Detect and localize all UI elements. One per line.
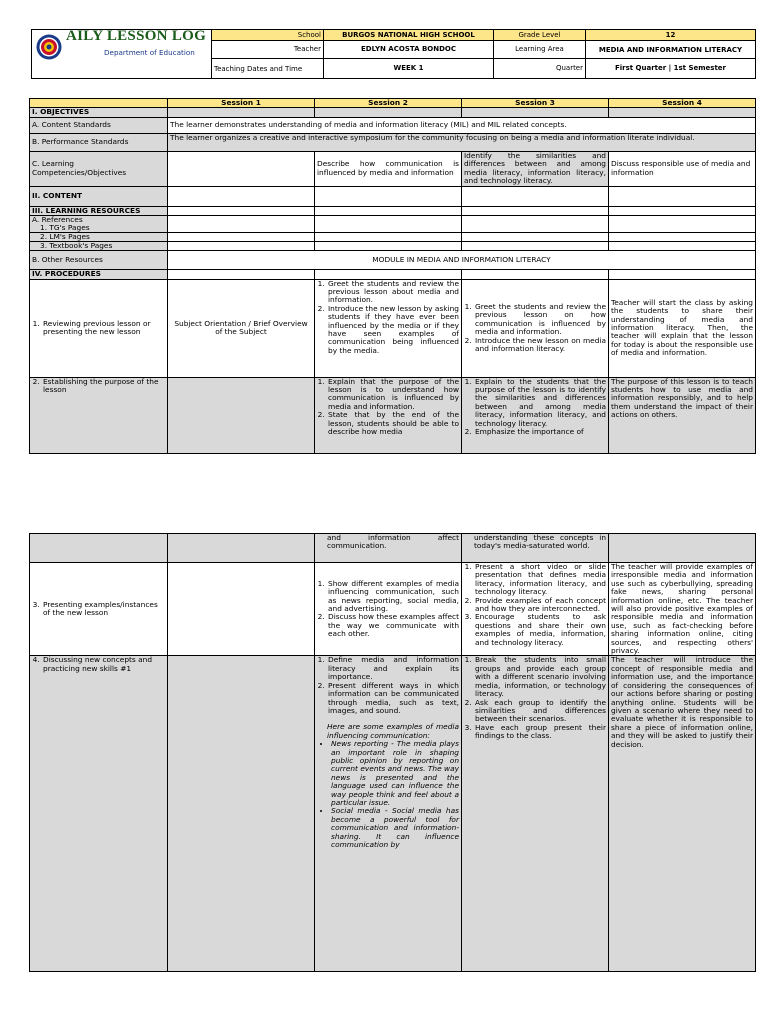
procedures-heading: IV. PROCEDURES: [30, 270, 168, 279]
lm-pages-row: [30, 233, 756, 242]
teacher-label: Teacher: [212, 41, 324, 59]
references-row: [30, 216, 756, 233]
quarter-label: Quarter: [494, 59, 586, 79]
session-2-header: Session 2: [315, 99, 462, 108]
competencies-row: [30, 151, 756, 186]
procedure-1-label: 1. Reviewing previous lesson or presenting the new lesson: [30, 279, 168, 377]
procedure-4-session-2: 1. Define media and information literacy and explain its importance. 2. Present different ways in which information can be communicated through media, such as text, images, and sound. Here are some examples of media influencing communication: • News reporting - The media plays an important role in shaping public opinion by reporting on current events and news. The way news is presented and the language used can influence the way people think and feel about a particular issue. • Social media - Social media has become a powerful tool for communication and information-sharing. It can influence communication by: [315, 656, 462, 972]
performance-standards-label: B. Performance Standards: [30, 133, 168, 151]
procedure-4-row: [30, 656, 756, 972]
other-resources-row: [30, 251, 756, 270]
procedure-2-session-2: 1. Explain that the purpose of the lesson is to understand how communication is influenced by media and information. 2. State that by the end of the lesson, students should be able to describe how media: [315, 377, 462, 453]
performance-standards-text: The learner organizes a creative and interactive symposium for the community focusing on being a media and information literate individual.: [168, 133, 756, 151]
references-label: A. References 1. TG's Pages: [30, 216, 168, 233]
resources-row: [30, 206, 756, 215]
school-value: BURGOS NATIONAL HIGH SCHOOL: [324, 30, 494, 41]
procedures-row: [30, 270, 756, 279]
continuation-session-3: understanding these concepts in today's media-saturated world.: [462, 534, 609, 563]
content-standards-row: [30, 117, 756, 133]
continuation-row: [30, 534, 756, 563]
logo-cell: [32, 30, 212, 79]
area-label: Learning Area: [494, 41, 586, 59]
session-header-row: [30, 99, 756, 108]
procedure-3-session-2: 1. Show different examples of media influencing communication, such as news reporting, social media, and advertising. 2. Discuss how these examples affect the way we communicate with each other.: [315, 563, 462, 656]
textbook-pages-row: [30, 242, 756, 251]
grade-label: Grade Level: [494, 30, 586, 41]
lesson-table-part1: [29, 98, 756, 454]
competencies-session-2: Describe how communication is influenced by media and information: [315, 151, 462, 186]
procedure-4-label: 4. Discussing new concepts and practicing new skills #1: [30, 656, 168, 972]
lesson-table-part2: [29, 533, 756, 972]
procedure-4-session-4: The teacher will introduce the concept of responsible media and information use, and the importance of considering the consequences of our actions before sharing or posting anything online. Students will be given a scenario where they need to evaluate whether it is responsible to share a piece of information online, and they will be asked to justify their decision.: [609, 656, 756, 972]
procedure-4-session-3: 1. Break the students into small groups and provide each group with a different scenario involving media, information, or technology literacy. 2. Ask each group to identify the similarities and differences between their scenarios. 3. Have each group present their findings to the class.: [462, 656, 609, 972]
procedure-2-row: [30, 377, 756, 453]
competencies-label: C. Learning Competencies/Objectives: [30, 151, 168, 186]
continuation-session-2: and information affect communication.: [315, 534, 462, 563]
content-standards-text: The learner demonstrates understanding of media and information literacy (MIL) and MIL related concepts.: [168, 117, 756, 133]
session-1-header: Session 1: [168, 99, 315, 108]
session-4-header: Session 4: [609, 99, 756, 108]
lm-pages-label: 2. LM's Pages: [30, 233, 168, 242]
week-value: WEEK 1: [324, 59, 494, 79]
session-3-header: Session 3: [462, 99, 609, 108]
teacher-value: EDLYN ACOSTA BONDOC: [324, 41, 494, 59]
area-value: MEDIA AND INFORMATION LITERACY: [586, 41, 756, 59]
procedure-2-session-3: 1. Explain to the students that the purpose of the lesson is to identify the similarities and differences between and among media literacy, information literacy, and technology literacy. 2. Emphasize the importance of: [462, 377, 609, 453]
dates-label: Teaching Dates and Time: [212, 59, 324, 79]
content-heading: II. CONTENT: [30, 186, 168, 206]
header-table: [31, 29, 756, 79]
content-row: [30, 186, 756, 206]
procedure-1-session-4: Teacher will start the class by asking the students to share their understanding of media and information literacy. Then, the teacher will explain that the lesson for today is about the responsible use of media and information.: [609, 279, 756, 377]
procedure-1-session-2: 1. Greet the students and review the previous lesson about media and information. 2. Introduce the new lesson by asking students if they have ever been influenced by the media or if they have seen examples of communication being influenced by the media.: [315, 279, 462, 377]
procedure-3-session-3: 1. Present a short video or slide presentation that defines media literacy, information literacy, and technology literacy. 2. Provide examples of each concept and how they are interconnected. 3. Encourage students to ask questions and share their own examples of media, information, and technology literacy.: [462, 563, 609, 656]
procedure-3-label: 3. Presenting examples/instances of the new lesson: [30, 563, 168, 656]
performance-standards-row: [30, 133, 756, 151]
objectives-row: [30, 108, 756, 117]
textbook-pages-label: 3. Textbook's Pages: [30, 242, 168, 251]
procedure-1-row: [30, 279, 756, 377]
competencies-session-3: Identify the similarities and differences between and among media literacy, information literacy, and technology literacy.: [462, 151, 609, 186]
other-resources-text: MODULE IN MEDIA AND INFORMATION LITERACY: [168, 251, 756, 270]
procedure-3-row: [30, 563, 756, 656]
other-resources-label: B. Other Resources: [30, 251, 168, 270]
content-standards-label: A. Content Standards: [30, 117, 168, 133]
competencies-session-4: Discuss responsible use of media and information: [609, 151, 756, 186]
grade-value: 12: [586, 30, 756, 41]
resources-heading: III. LEARNING RESOURCES: [30, 206, 168, 215]
procedure-1-session-1: Subject Orientation / Brief Overview of the Subject: [168, 279, 315, 377]
procedure-3-session-4: The teacher will provide examples of irresponsible media and information use such as cyberbullying, spreading fake news, sharing personal information online, etc. The teacher will also provide positive examples of responsible media and information use, such as fact-checking before sharing information online, citing sources, and respecting others' privacy.: [609, 563, 756, 656]
procedure-1-session-3: 1. Greet the students and review the previous lesson on how communication is influenced by media and information. 2. Introduce the new lesson on media and information literacy.: [462, 279, 609, 377]
deped-seal-icon: [36, 34, 62, 60]
school-label: School: [212, 30, 324, 41]
procedure-2-label: 2. Establishing the purpose of the lesson: [30, 377, 168, 453]
objectives-heading: I. OBJECTIVES: [30, 108, 168, 117]
procedure-2-session-4: The purpose of this lesson is to teach students how to use media and information responsibly, and to help them understand the impact of their actions on others.: [609, 377, 756, 453]
quarter-value: First Quarter | 1st Semester: [586, 59, 756, 79]
department-name: Department of Education: [104, 48, 195, 57]
dll-title: AILY LESSON LOG: [66, 29, 207, 44]
